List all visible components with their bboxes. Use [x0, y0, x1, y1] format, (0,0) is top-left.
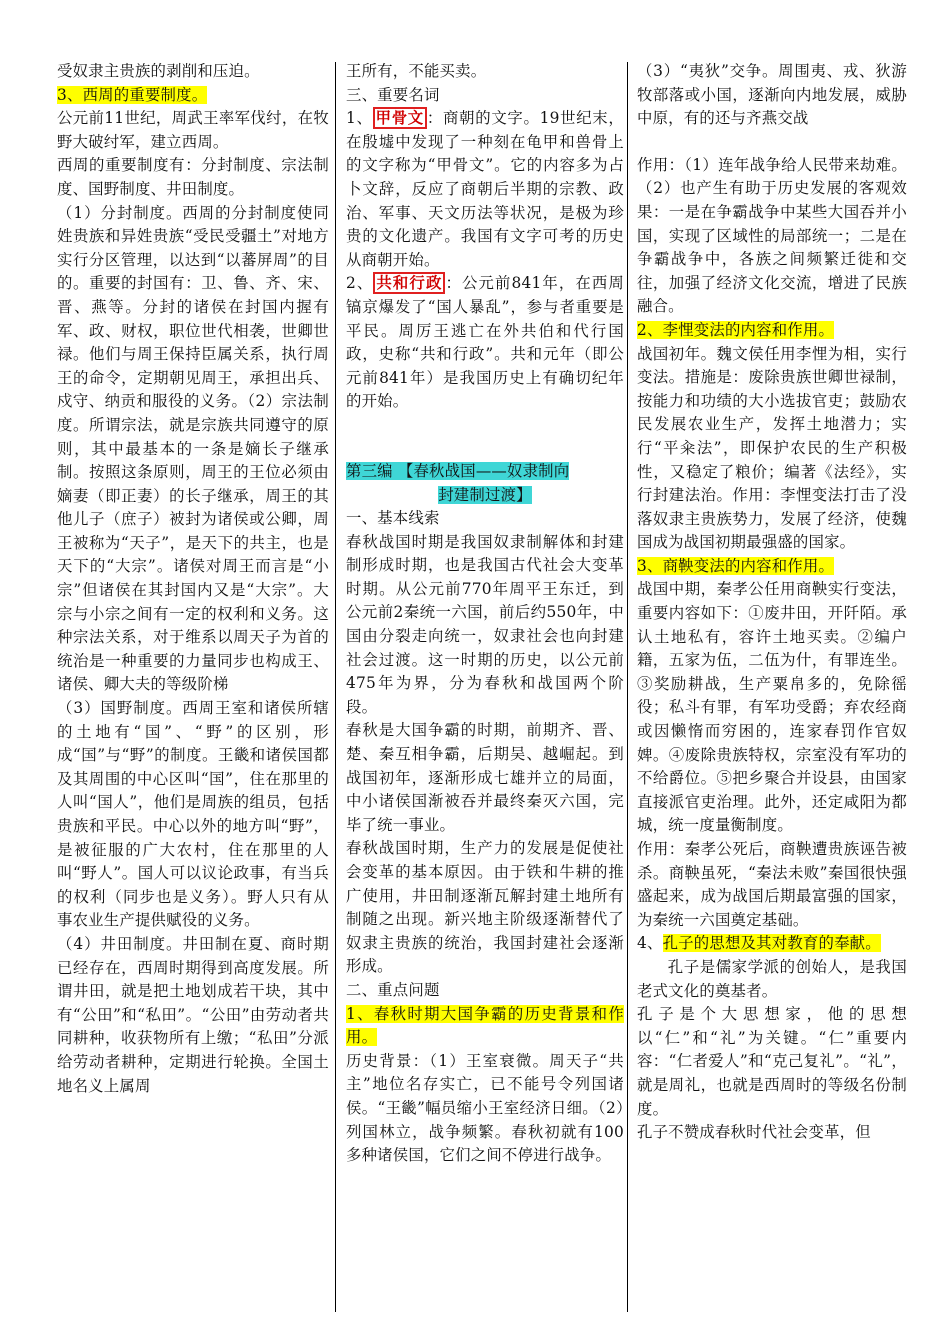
subsection-heading: 三、重要名词	[346, 85, 440, 104]
section-heading	[637, 319, 907, 343]
term-number: 1、	[346, 109, 373, 128]
paragraph: 历史背景：（1）王室衰微。周天子“共主”地位名存实亡，已不能号令列国诸侯。“王畿”幅员缩小王室经济日细。（2）列国林立，战争频繁。春秋初就有100多种诸侯国，它们之间不停进行战争。	[346, 1051, 624, 1165]
section-heading	[346, 1003, 624, 1050]
section-heading	[637, 555, 907, 579]
paragraph: 西周的重要制度有：分封制度、宗法制度、国野制度、井田制度。	[57, 156, 329, 198]
term-boxed: 甲骨文	[373, 107, 427, 129]
section-heading	[57, 84, 329, 108]
subsection-heading: 一、基本线索	[346, 509, 440, 528]
subsection-heading: 二、重点问题	[346, 980, 440, 999]
paragraph: 公元前11世纪，周武王率军伐纣，在牧野大破纣军，建立西周。	[57, 109, 329, 151]
paragraph: 王所有，不能买卖。	[346, 62, 487, 80]
chapter-heading	[346, 460, 624, 484]
chapter-heading-line: 第三编 【春秋战国——奴隶制向	[346, 461, 570, 480]
term-boxed: 共和行政	[373, 272, 445, 294]
section-heading	[637, 932, 907, 956]
highlighted-heading: 孔子的思想及其对教育的奉献。	[662, 934, 881, 953]
column-divider	[335, 62, 336, 1312]
term-number: 2、	[346, 274, 374, 293]
term-definition: ：公元前841年，在西周镐京爆发了“国人暴乱”，参与者重要是平民。周厉王逃亡在外共伯和代行国政，史称“共和行政”。共和元年（即公元前841年）是我国历史上有确切纪年的开始。	[346, 274, 624, 411]
paragraph: 春秋是大国争霸的时期，前期齐、晋、楚、秦互相争霸，后期吴、越崛起。到战国初年，逐渐形成七雄并立的局面，中小诸侯国渐被吞并最终秦灭六国，完毕了统一事业。	[346, 721, 624, 834]
column-right	[637, 60, 907, 1300]
paragraph: 春秋战国时期是我国奴隶制解体和封建制形成时期，也是我国古代社会大变革时期。从公元前770年周平王东迁，到公元前2秦统一六国，前后约550年，中国由分裂走向统一，奴隶社会也向封建社会过渡。这一时期的历史，以公元前475年为界，分为春秋和战国两个阶段。	[346, 532, 624, 716]
highlighted-heading: 1、春秋时期大国争霸的历史背景和作用。	[346, 1004, 624, 1047]
highlighted-heading: 3、商鞅变法的内容和作用。	[637, 556, 835, 575]
paragraph: （3）“夷狄”交争。周围夷、戎、狄游牧部落或小国，逐渐向内地发展，威胁中原，有的还与齐燕交战	[637, 62, 907, 128]
paragraph: 战国中期，秦孝公任用商鞅实行变法，重要内容如下：①废井田，开阡陌。承认土地私有，容许土地买卖。②编户籍，五家为伍，二伍为什，有罪连坐。③奖励耕战，生产粟帛多的，免除徭役；私斗有罪，有军功受爵；弃农经商或因懒惰而穷困的，连家春罚作官奴婢。④废除贵族特权，宗室没有军功的不给爵位。⑤把乡聚合并设县，由国家直接派官吏治理。此外，还定咸阳为都城，统一度量衡制度。	[637, 580, 907, 835]
heading-number: 4、	[637, 934, 663, 953]
paragraph: （3）国野制度。西周王室和诸侯所辖的土地有“国”、“野”的区别，形成“国”与“野”的制度。王畿和诸侯国都及其周围的中心区叫“国”，住在那里的人叫“国人”，他们是周族的组员，包括贵族和平民。中心以外的地方叫“野”，是被征服的广大农村，住在那里的人叫“野人”。国人可以议论政事，有当兵的权利（同步也是义务）。野人只有从事农业生产提供赋役的义务。	[57, 699, 329, 930]
column-middle	[346, 60, 624, 1300]
paragraph: （1）分封制度。西周的分封制度使同姓贵族和异姓贵族“受民受疆土”对地方实行分区管理，以达到“以蕃屏周”的目的。重要的封国有：卫、鲁、齐、宋、晋、燕等。分封的诸侯在封国内握有军、政、财权，职位世代相袭，世卿世禄。他们与周王保持臣属关系，执行周王的命令，定期朝见周王，承担出兵、戍守、纳贡和服役的义务。（2）宗法制度。所谓宗法，就是宗族共同遵守的原则，其中最基本的一条是嫡长子继承制。按照这条原则，周王的王位必须由嫡妻（即正妻）的长子继承，周王的其他儿子（庶子）被封为诸侯或公卿，周王被称为“天子”，是天下的共主，也是天下的“大宗”。诸侯对周王而言是“小宗”但诸侯在其封国内又是“大宗”。大宗与小宗之间有一定的权利和义务。这种宗法关系，对于维系以周天子为首的统治是一种重要的力量同步也构成王、诸侯、卿大夫的等级阶梯	[57, 203, 329, 694]
column-divider	[627, 62, 628, 1312]
paragraph: 作用：（1）连年战争给人民带来劫难。（2）也产生有助于历史发展的客观效果：一是在争霸战争中某些大国吞并小国，实现了区域性的局部统一；二是在争霸战争中，各族之间频繁迁徙和交往，加强了经济文化交流，增进了民族融合。	[637, 155, 907, 316]
spacer	[346, 414, 624, 437]
paragraph: 孔子不赞成春秋时代社会变革，但	[637, 1123, 871, 1142]
paragraph: 孔子是个大思想家，他的思想以“仁”和“礼”为关键。“仁”重要内容：“仁者爱人”和“克己复礼”。“礼”，就是周礼，也就是西周时的等级名份制度。	[637, 1005, 907, 1118]
spacer	[346, 437, 624, 460]
paragraph: （4）井田制度。井田制在夏、商时期已经存在，西周时期得到高度发展。所谓井田，就是把土地划成若干块，其中有“公田”和“私田”。“公田”由劳动者共同耕种，收获物所有上缴；“私田”分派给劳动者耕种，定期进行轮换。全国土地名义上属周	[57, 934, 329, 1095]
term-entry	[346, 272, 624, 414]
term-definition: ：商朝的文字。19世纪末，在殷墟中发现了一种刻在龟甲和兽骨上的文字称为“甲骨文”。它的内容多为占卜文辞，反应了商朝后半期的宗教、政治、军事、天文历法等状况，是极为珍贵的文化遗产。我国有文字可考的历史从商朝开始。	[346, 109, 624, 269]
paragraph: 春秋战国时期，生产力的发展是促使社会变革的基本原因。由于铁和牛耕的推广使用，井田制逐渐瓦解封建土地所有制随之出现。新兴地主阶级逐渐替代了奴隶主贵族的统治，我国封建社会逐渐形成。	[346, 839, 624, 976]
paragraph: 作用：秦孝公死后，商鞅遭贵族诬告被杀。商鞅虽死，“秦法未败”秦国很快强盛起来，成为战国后期最富强的国家，为秦统一六国奠定基础。	[637, 840, 907, 929]
chapter-heading-line: 封建制过渡】	[438, 485, 532, 504]
paragraph: 受奴隶主贵族的剥削和压迫。	[57, 62, 260, 80]
paragraph: 战国初年。魏文侯任用李悝为相，实行变法。措施是：废除贵族世卿世禄制，按能力和功绩的大小选拔官吏；鼓励农民发展农业生产，发挥土地潜力；实行“平籴法”，即保护农民的生产积极性，又稳定了粮价；编著《法经》，实行封建法治。作用：李悝变法打击了没落奴隶主贵族势力，发展了经济，使魏国成为战国初期最强盛的国家。	[637, 344, 907, 552]
paragraph: 孔子是儒家学派的创始人，是我国老式文化的奠基者。	[637, 957, 907, 1000]
highlighted-heading: 2、李悝变法的内容和作用。	[637, 320, 835, 339]
spacer	[637, 131, 907, 154]
column-left	[57, 60, 329, 1300]
highlighted-heading: 3、西周的重要制度。	[57, 85, 208, 104]
term-entry	[346, 107, 624, 272]
chapter-heading	[346, 484, 624, 508]
